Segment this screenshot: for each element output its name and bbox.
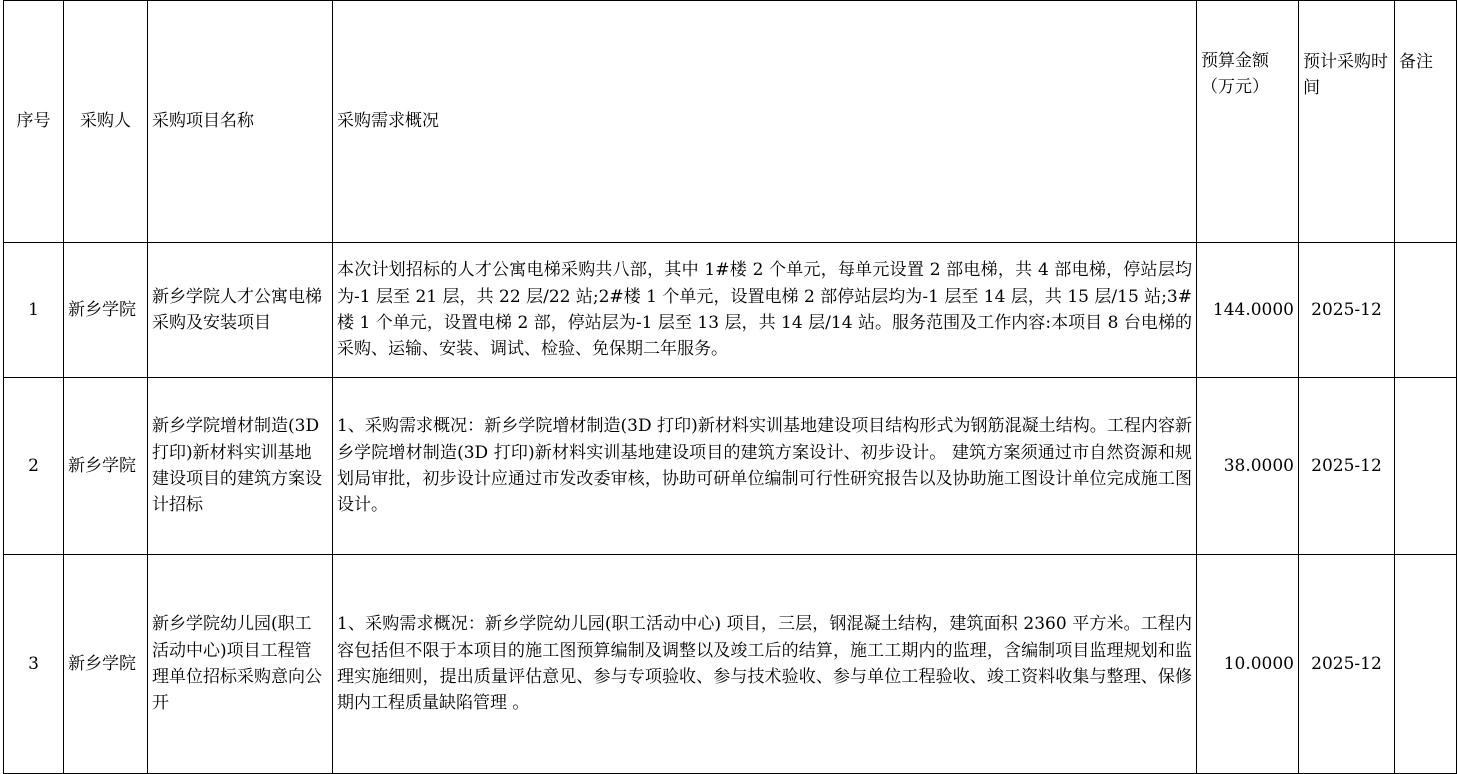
cell-budget-amount: 144.0000 xyxy=(1197,243,1299,378)
cell-budget-amount: 10.0000 xyxy=(1197,555,1299,774)
column-header-requirement-desc: 采购需求概况 xyxy=(333,1,1197,243)
column-header-project-name: 采购项目名称 xyxy=(148,1,333,243)
column-header-budget-amount xyxy=(1197,1,1299,243)
table-header-row xyxy=(4,1,1457,243)
table-row xyxy=(4,243,1457,378)
column-header-buyer: 采购人 xyxy=(64,1,148,243)
cell-seq: 1 xyxy=(4,243,64,378)
column-header-budget-amount-text: 预算金额（万元） xyxy=(1201,51,1269,97)
cell-buyer: 新乡学院 xyxy=(64,555,148,774)
cell-seq: 2 xyxy=(4,378,64,555)
cell-buyer: 新乡学院 xyxy=(64,243,148,378)
cell-requirement-desc: 本次计划招标的人才公寓电梯采购共八部，其中 1#楼 2 个单元，每单元设置 2 部电梯，共 4 部电梯，停站层均为-1 层至 21 层，共 22 层/22 站;2#楼 1 个单元，设置电梯 2 部停站层均为-1 层至 14 层，共 15 层/15 站;3#楼 1 个单元，设置电梯 2 部，停站层为-1 层至 13 层，共 14 层/14 站。服务范围及工作内容:本项目 8 台电梯的采购、运输、安装、调试、检验、免保期二年服务。 xyxy=(333,243,1197,378)
cell-project-name: 新乡学院增材制造(3D 打印)新材料实训基地建设项目的建筑方案设计招标 xyxy=(148,378,333,555)
procurement-intent-table xyxy=(3,0,1457,774)
cell-remark xyxy=(1395,243,1457,378)
cell-requirement-desc: 1、采购需求概况：新乡学院增材制造(3D 打印)新材料实训基地建设项目结构形式为钢筋混凝土结构。工程内容新乡学院增材制造(3D 打印)新材料实训基地建设项目的建筑方案设计、初步设计。 建筑方案须通过市自然资源和规划局审批，初步设计应通过市发改委审核，协助可研单位编制可行性研究报告以及协助施工图设计单位完成施工图设计。 xyxy=(333,378,1197,555)
table-row xyxy=(4,378,1457,555)
cell-expected-time: 2025-12 xyxy=(1299,555,1395,774)
cell-budget-amount: 38.0000 xyxy=(1197,378,1299,555)
cell-remark xyxy=(1395,555,1457,774)
column-header-seq: 序号 xyxy=(4,1,64,243)
cell-requirement-desc: 1、采购需求概况：新乡学院幼儿园(职工活动中心) 项目，三层，钢混凝土结构，建筑面积 2360 平方米。工程内容包括但不限于本项目的施工图预算编制及调整以及竣工后的结算，施工工期内的监理，含编制项目监理规划和监理实施细则，提出质量评估意见、参与专项验收、参与技术验收、参与单位工程验收、竣工资料收集与整理、保修期内工程质量缺陷管理 。 xyxy=(333,555,1197,774)
cell-expected-time: 2025-12 xyxy=(1299,243,1395,378)
cell-project-name: 新乡学院人才公寓电梯采购及安装项目 xyxy=(148,243,333,378)
cell-seq: 3 xyxy=(4,555,64,774)
table-row xyxy=(4,555,1457,774)
column-header-remark: 备注 xyxy=(1395,1,1457,243)
cell-project-name: 新乡学院幼儿园(职工活动中心)项目工程管理单位招标采购意向公开 xyxy=(148,555,333,774)
cell-expected-time: 2025-12 xyxy=(1299,378,1395,555)
cell-buyer: 新乡学院 xyxy=(64,378,148,555)
column-header-expected-time: 预计采购时间 xyxy=(1299,1,1395,243)
cell-remark xyxy=(1395,378,1457,555)
